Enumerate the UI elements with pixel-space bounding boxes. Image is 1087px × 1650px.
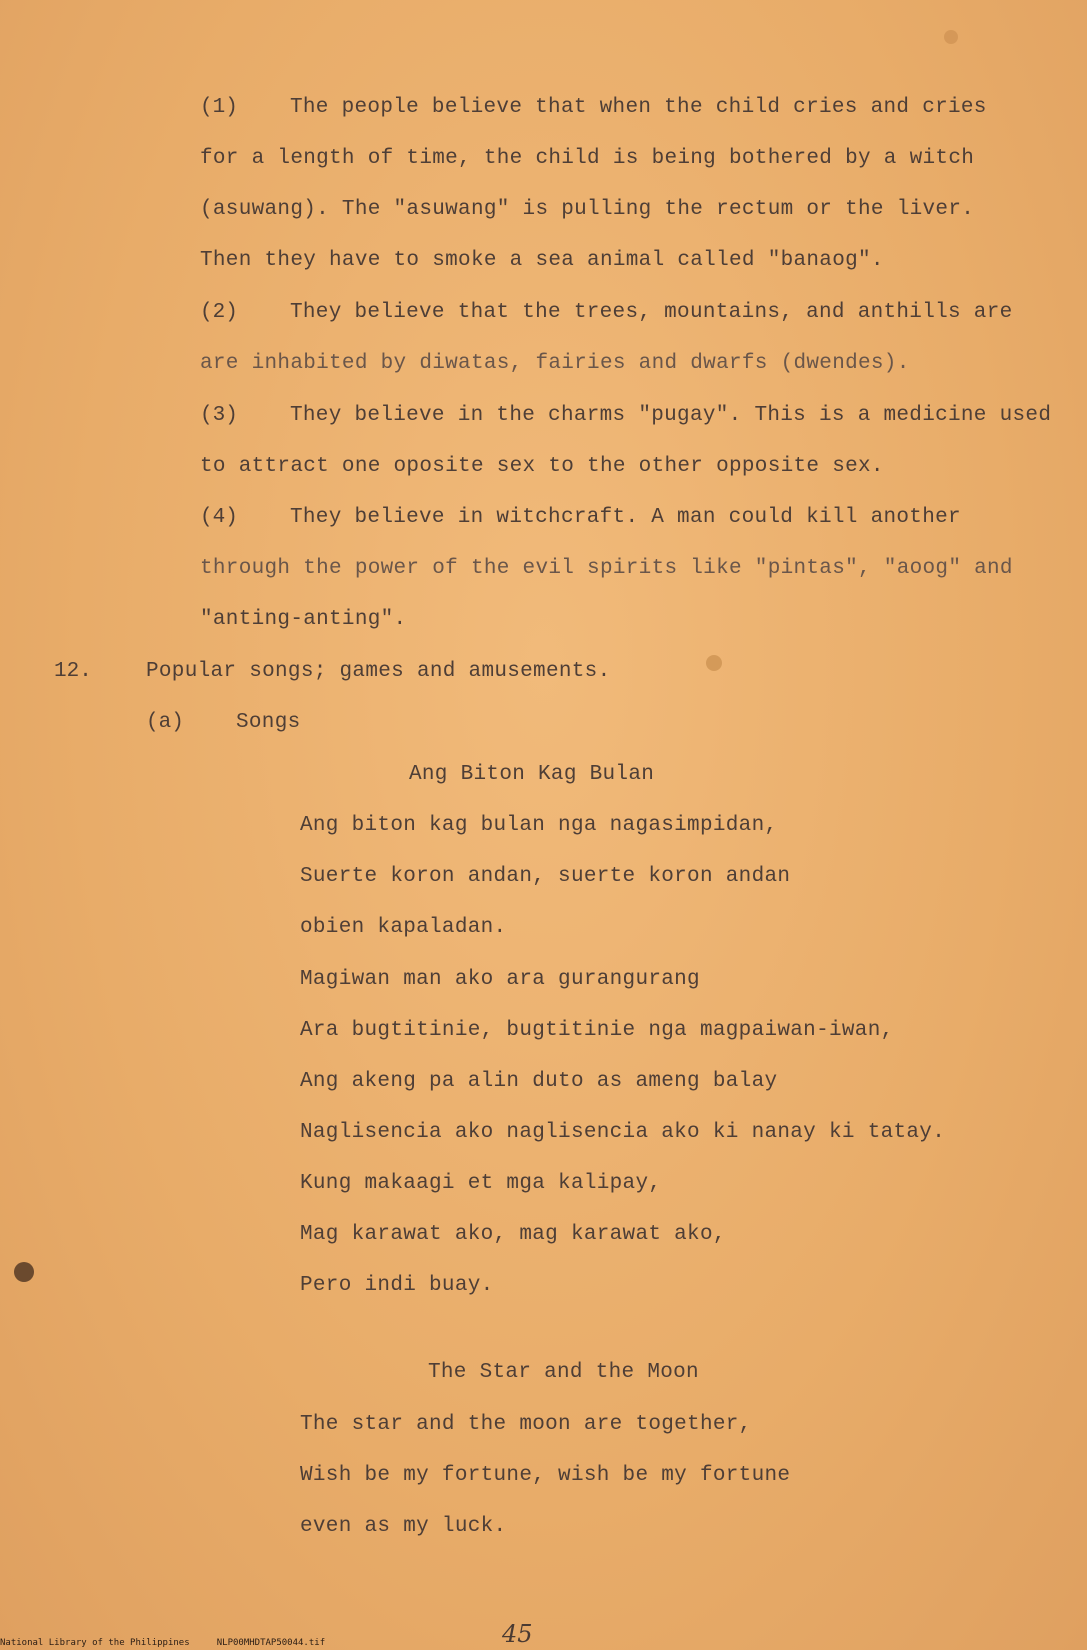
song-1-line: Naglisencia ako naglisencia ako ki nanay ki tatay.: [300, 1121, 946, 1144]
section-title: Popular songs; games and amusements.: [146, 660, 611, 683]
subsection-title: Songs: [236, 711, 301, 734]
belief-4-line-1: They believe in witchcraft. A man could kill another: [290, 506, 961, 529]
song-1-line: Ang akeng pa alin duto as ameng balay: [300, 1070, 778, 1093]
song-1-line: Ang biton kag bulan nga nagasimpidan,: [300, 814, 778, 837]
song-2-title: The Star and the Moon: [428, 1361, 699, 1384]
song-2-line: even as my luck.: [300, 1515, 507, 1538]
song-1-line: Pero indi buay.: [300, 1274, 494, 1297]
belief-2-line-2: are inhabited by diwatas, fairies and dwarfs (dwendes).: [200, 352, 910, 375]
subsection-label: (a): [146, 711, 184, 734]
belief-1-label: (1): [200, 96, 238, 119]
song-1-line: Kung makaagi et mga kalipay,: [300, 1172, 662, 1195]
stain-spot: [944, 30, 958, 44]
belief-3-line-2: to attract one oposite sex to the other opposite sex.: [200, 455, 884, 478]
belief-3-label: (3): [200, 404, 238, 427]
song-1-line: obien kapaladan.: [300, 916, 507, 939]
belief-4-label: (4): [200, 506, 238, 529]
belief-1-line-1: The people believe that when the child cries and cries: [290, 96, 987, 119]
song-2-line: Wish be my fortune, wish be my fortune: [300, 1464, 791, 1487]
belief-1-line-3: (asuwang). The "asuwang" is pulling the rectum or the liver.: [200, 198, 975, 221]
belief-2-line-1: They believe that the trees, mountains, and anthills are: [290, 301, 1013, 324]
belief-4-line-2: through the power of the evil spirits like "pintas", "aoog" and: [200, 557, 1013, 580]
footer-caption: National Library of the Philippines NLP00MHDTAP50044.tif: [0, 1638, 326, 1648]
stain-spot: [706, 655, 722, 671]
belief-1-line-2: for a length of time, the child is being bothered by a witch: [200, 147, 975, 170]
song-2-line: The star and the moon are together,: [300, 1413, 752, 1436]
page-number: 45: [502, 1620, 533, 1648]
section-number: 12.: [54, 660, 92, 683]
belief-3-line-1: They believe in the charms "pugay". This is a medicine used: [290, 404, 1052, 427]
song-1-line: Mag karawat ako, mag karawat ako,: [300, 1223, 726, 1246]
belief-2-label: (2): [200, 301, 238, 324]
belief-4-line-3: "anting-anting".: [200, 608, 407, 631]
song-1-line: Ara bugtitinie, bugtitinie nga magpaiwan-iwan,: [300, 1019, 894, 1042]
song-1-line: Magiwan man ako ara gurangurang: [300, 968, 700, 991]
ink-spot: [14, 1262, 34, 1282]
song-1-line: Suerte koron andan, suerte koron andan: [300, 865, 791, 888]
song-1-title: Ang Biton Kag Bulan: [409, 763, 655, 786]
belief-1-line-4: Then they have to smoke a sea animal called "banaog".: [200, 249, 884, 272]
